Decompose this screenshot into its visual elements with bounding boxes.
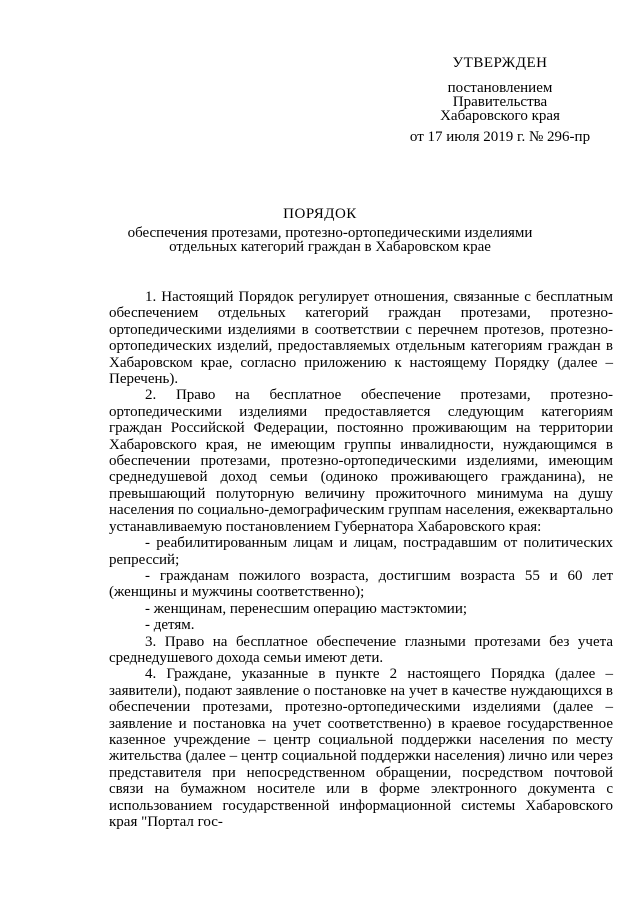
approval-line-government: Правительства (452, 94, 548, 110)
approval-line-decree: постановлением (447, 80, 553, 96)
list-item-repressed: - реабилитированным лицам и лицам, пострадавшим от политических репрессий; (109, 535, 613, 568)
document-title: ПОРЯДОК (283, 206, 357, 222)
list-item-elderly: - гражданам пожилого возраста, достигшим возраста 55 и 60 лет (женщины и мужчины соответственно); (109, 567, 613, 601)
approval-date: от 17 июля 2019 г. № 296-пр (409, 129, 591, 145)
paragraph-3: 3. Право на бесплатное обеспечение глазными протезами без учета среднедушевого дохода семьи имеют дети. (109, 633, 613, 666)
approval-stamp (380, 56, 620, 144)
document-body (109, 289, 613, 830)
subtitle-line-2: отдельных категорий граждан в Хабаровском крае (169, 239, 491, 255)
paragraph-1: 1. Настоящий Порядок регулирует отношения, связанные с бесплатным обеспечением отдельных категорий граждан протезами, протезно-ортопедическими изделиями в соответствии с перечнем протезов, протезно-ортопедических изделий, предоставляемых отдельным категориям граждан в Хабаровском крае, согласно приложению к настоящему Порядку (далее – Перечень). (109, 289, 613, 388)
list-item-women: - женщинам, перенесшим операцию мастэктомии; (145, 600, 468, 617)
paragraph-4: 4. Граждане, указанные в пункте 2 настоящего Порядка (далее – заявители), подают заявление о постановке на учет в качестве нуждающихся в обеспечении протезами, протезно-ортопедическими изделиями (далее – заявление и постановка на учет соответственно) в краевое государственное казенное учреждение – центр социальной поддержки населения по месту жительства (далее – центр социальной поддержки населения) лично или через представителя при непосредственном обращении, посредством почтовой связи на бумажном носителе или в форме электронного документа с использованием государственной информационной системы Хабаровского края "Портал гос- (109, 666, 613, 830)
subtitle-line-1: обеспечения протезами, протезно-ортопедическими изделиями (127, 225, 533, 241)
document-subtitle (60, 226, 600, 254)
approval-line-region: Хабаровского края (440, 108, 560, 124)
list-item-children: - детям. (145, 617, 195, 634)
paragraph-2: 2. Право на бесплатное обеспечение протезами, протезно-ортопедическими изделиями предоставляется следующим категориям граждан Российской Федерации, постоянно проживающим на территории Хабаровского края, не имеющим группы инвалидности, нуждающимся в обеспечении протезами, протезно-ортопедическими изделиями, имеющим среднедушевой доход семьи (одиноко проживающего гражданина), не превышающий полуторную величину прожиточного минимума на душу населения по социально-демографическим группам населения, ежеквартально устанавливаемую постановлением Губернатора Хабаровского края: (109, 387, 613, 535)
approval-heading: УТВЕРЖДЕН (452, 55, 548, 71)
